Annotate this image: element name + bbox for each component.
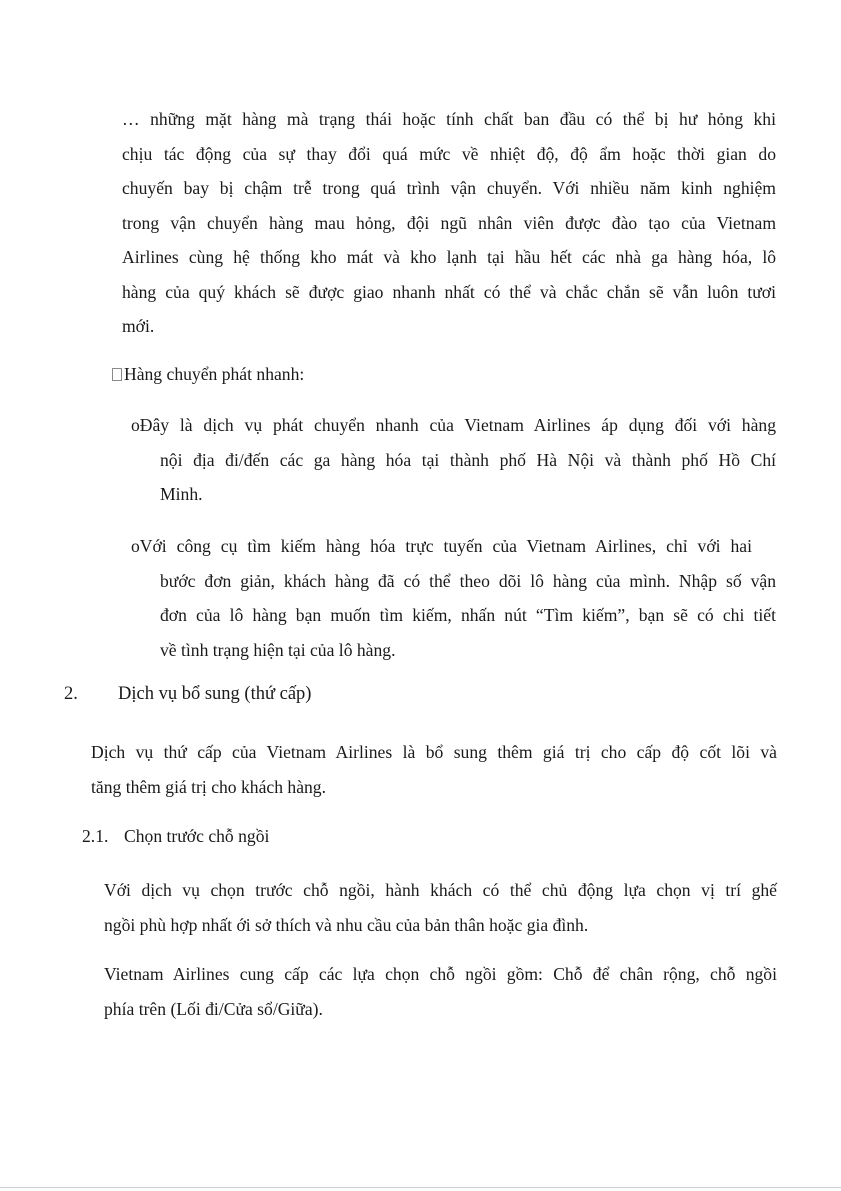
text-line: chịu tác động của sự thay đổi quá mức về nhiệt độ, độ ẩm hoặc thời gian do [122,143,776,164]
paragraph-seat-selection [104,873,777,942]
section-2-number: 2. [64,684,78,704]
text-line: Với dịch vụ chọn trước chỗ ngồi, hành khách có thể chủ động lựa chọn vị trí ghế [104,880,777,900]
square-bullet-icon [112,368,122,381]
paragraph-secondary-service [91,735,777,804]
text-line: oVới công cụ tìm kiếm hàng hóa trực tuyến của Vietnam Airlines, chỉ với hai [131,536,752,556]
text-line: Minh. [160,484,203,504]
text-line: … những mặt hàng mà trạng thái hoặc tính chất ban đầu có thể bị hư hỏng khi [122,109,776,129]
text-line: Airlines cùng hệ thống kho mát và kho lạnh tại hầu hết các nhà ga hàng hóa, lô [122,247,776,267]
text-line: tăng thêm giá trị cho khách hàng. [91,776,326,797]
list-marker: o [131,536,140,556]
section-2-1-number: 2.1. [82,826,109,846]
page-bottom-rule [0,1187,841,1188]
express-delivery-heading [112,357,712,392]
paragraph-seat-options [104,957,777,1026]
section-2-title: Dịch vụ bổ sung (thứ cấp) [118,684,312,704]
text-line: nội địa đi/đến các ga hàng hóa tại thành phố Hà Nội và thành phố Hồ Chí [160,449,776,470]
text-line: phía trên (Lối đi/Cửa sổ/Giữa). [104,998,323,1019]
text-line: trong vận chuyển hàng mau hỏng, đội ngũ nhân viên được đào tạo của Vietnam [122,212,776,233]
text-line: bước đơn giản, khách hàng đã có thể theo dõi lô hàng của mình. Nhập số vận [160,570,776,591]
text-line: đơn của lô hàng bạn muốn tìm kiếm, nhấn nút “Tìm kiếm”, bạn sẽ có chi tiết [160,605,776,625]
text-line: Dịch vụ thứ cấp của Vietnam Airlines là bổ sung thêm giá trị cho cấp độ cốt lõi và [91,742,777,762]
express-list-item-2 [131,529,776,667]
text-line: về tình trạng hiện tại của lô hàng. [160,639,396,660]
section-2-1-title: Chọn trước chỗ ngồi [124,826,270,846]
text-line: Vietnam Airlines cung cấp các lựa chọn chỗ ngồi gồm: Chỗ để chân rộng, chỗ ngồi [104,964,777,984]
paragraph-perishable-goods [122,102,776,344]
list-marker: o [131,415,140,435]
text-line: oĐây là dịch vụ phát chuyển nhanh của Vietnam Airlines áp dụng đối với hàng [131,415,776,435]
express-list-item-1 [131,408,776,512]
text-line: mới. [122,316,155,336]
text-line: chuyến bay bị chậm trễ trong quá trình vận chuyển. Với nhiều năm kinh nghiệm [122,178,776,198]
express-heading-text: Hàng chuyển phát nhanh: [124,364,305,384]
text-line: hàng của quý khách sẽ được giao nhanh nhất có thể và chắc chắn sẽ vẫn luôn tươi [122,281,776,302]
text-line: ngồi phù hợp nhất ới sở thích và nhu cầu của bản thân hoặc gia đình. [104,914,589,935]
